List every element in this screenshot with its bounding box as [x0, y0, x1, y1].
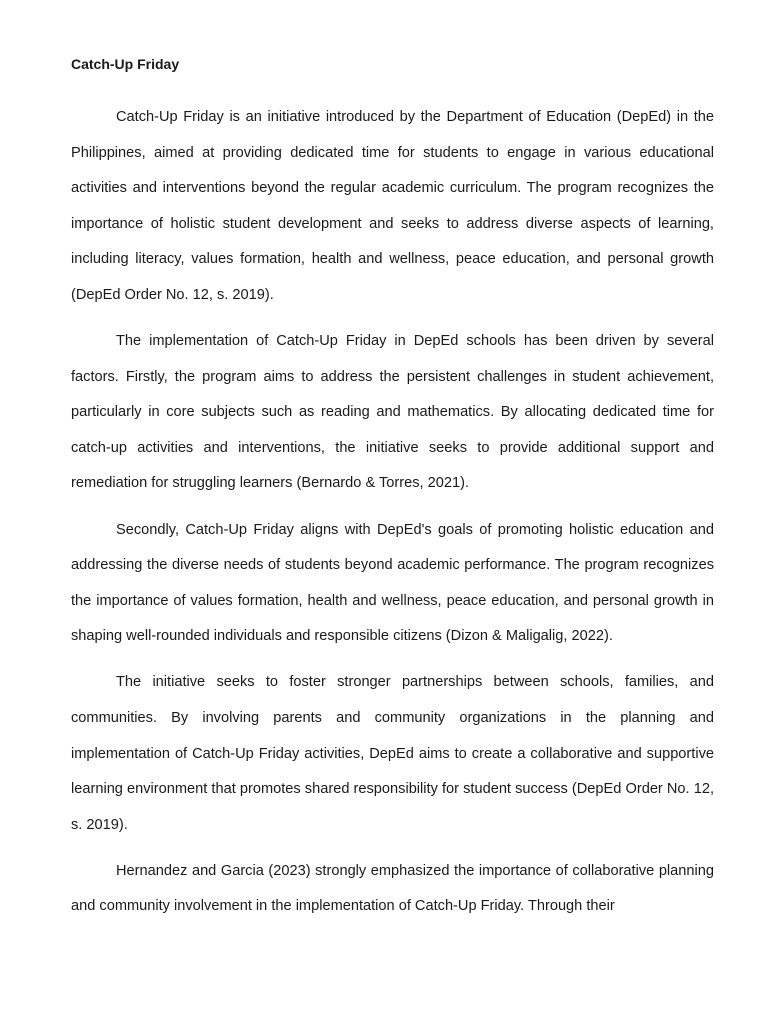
paragraph-5: Hernandez and Garcia (2023) strongly emphasized the importance of collaborative planning and community involvement in the implementation of Catch-Up Friday. Through their — [71, 862, 714, 915]
document-title: Catch-Up Friday — [71, 56, 180, 72]
paragraph-3: Secondly, Catch-Up Friday aligns with DepEd's goals of promoting holistic education and addressing the diverse needs of students beyond academic performance. The program recognizes the importance of values formation, health and wellness, peace education, and personal growth in shaping well-rounded individuals and responsible citizens (Dizon & Maligalig, 2022). — [71, 521, 714, 645]
paragraph-1: Catch-Up Friday is an initiative introduced by the Department of Education (DepEd) in the Philippines, aimed at providing dedicated time for students to engage in various educational activities and interventions beyond the regular academic curriculum. The program recognizes the importance of holistic student development and seeks to address diverse aspects of learning, including literacy, values formation, health and wellness, peace education, and personal growth (DepEd Order No. 12, s. 2019). — [71, 109, 714, 303]
document-page — [71, 54, 714, 936]
paragraph-4: The initiative seeks to foster stronger partnerships between schools, families, and communities. By involving parents and community organizations in the planning and implementation of Catch-Up Friday activities, DepEd aims to create a collaborative and supportive learning environment that promotes shared responsibility for student success (DepEd Order No. 12, s. 2019). — [71, 674, 714, 833]
paragraph-2: The implementation of Catch-Up Friday in DepEd schools has been driven by several factors. Firstly, the program aims to address the persistent challenges in student achievement, particularly in core subjects such as reading and mathematics. By allocating dedicated time for catch-up activities and interventions, the initiative seeks to provide additional support and remediation for struggling learners (Bernardo & Torres, 2021). — [71, 333, 714, 492]
